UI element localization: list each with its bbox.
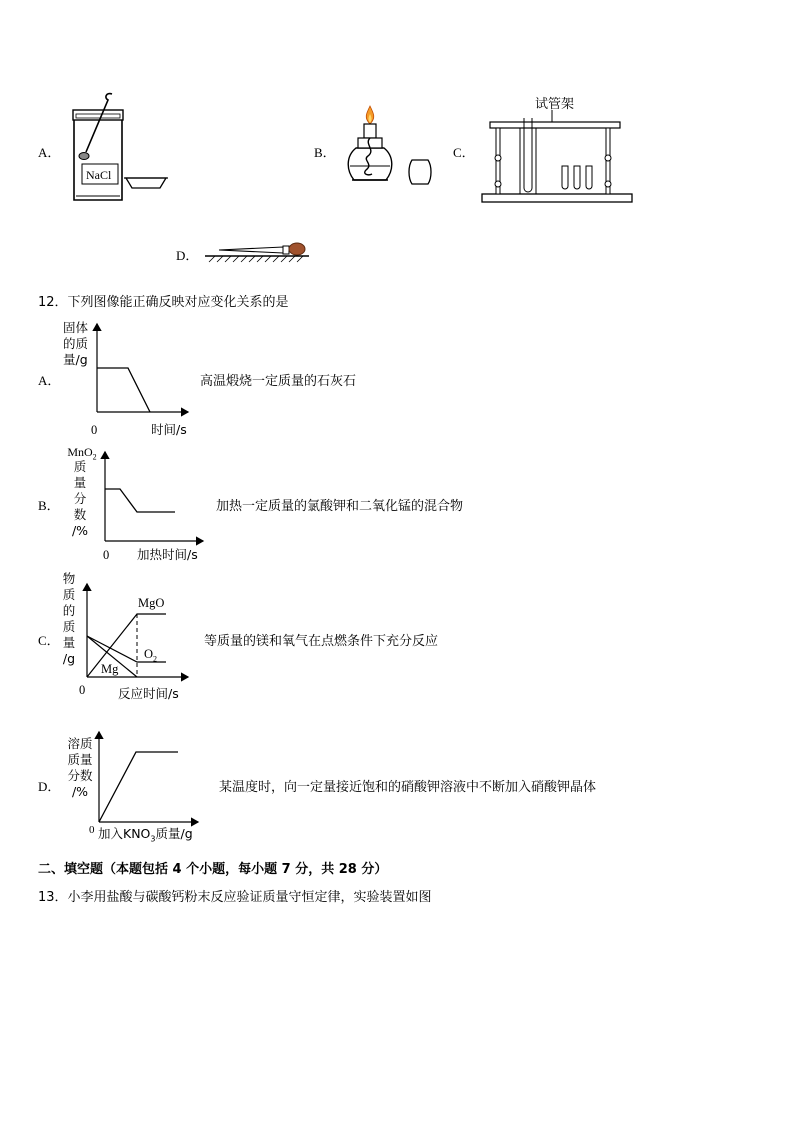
graph-d-ylabel-line: 溶质 <box>67 736 93 751</box>
graph-b-description: 加热一定质量的氯酸钾和二氧化锰的混合物 <box>216 499 464 514</box>
graph-c-description: 等质量的镁和氧气在点燃条件下充分反应 <box>204 634 439 649</box>
graph-b-ylabel-line: 质 <box>73 459 87 474</box>
salt-jar-with-spoon-illustration <box>66 92 176 204</box>
graph-c-mgo-label: MgO <box>138 596 165 610</box>
graph-b-origin: 0 <box>103 548 110 562</box>
graph-b-ylabel-line: 量 <box>73 475 87 490</box>
test-tube-rack-illustration <box>480 108 634 206</box>
q12-option-b-label: B． <box>38 498 60 513</box>
graph-d-ylabel-line: 质量 <box>67 752 93 767</box>
option-d-label: D． <box>176 248 199 263</box>
graph-b-ylabel-stack <box>66 459 94 539</box>
q12-option-d-label: D． <box>38 779 61 794</box>
question-12-stem: 12．下列图像能正确反映对应变化关系的是 <box>38 295 289 310</box>
graph-b-ylabel-mno2: MnO$_2$ <box>67 445 97 462</box>
graph-b-ylabel-line: /% <box>71 523 89 538</box>
graph-c-ylabel-line: 质 <box>62 587 76 602</box>
graph-d-xlabel: 加入$KNO_3$质量/g <box>98 826 193 844</box>
test-tube-rack-caption: 试管架 <box>535 97 575 112</box>
option-c-label: C． <box>453 145 475 160</box>
graph-c-plot <box>80 580 192 684</box>
graph-d-origin: 0 <box>89 824 95 836</box>
graph-a-origin: 0 <box>91 423 98 437</box>
q12-option-a-label: A． <box>38 373 61 388</box>
graph-c-ylabel-line: 量 <box>62 635 76 650</box>
q12-option-c-label: C． <box>38 633 60 648</box>
graph-a-ylabel-line: 量/g <box>63 352 88 367</box>
graph-a-description: 高温煅烧一定质量的石灰石 <box>200 374 357 389</box>
graph-b-ylabel-line: 数 <box>73 507 87 522</box>
graph-c-ylabel-line: 物 <box>62 571 76 586</box>
graph-c-origin: 0 <box>79 683 86 697</box>
graph-d-description: 某温度时，向一定量接近饱和的硝酸钾溶液中不断加入硝酸钾晶体 <box>219 780 597 795</box>
graph-c-o2-label: $O_2$ <box>144 647 158 664</box>
option-b-label: B． <box>314 145 336 160</box>
alcohol-lamp-illustration <box>344 104 444 190</box>
graph-d-ylabel-line: 分数 <box>67 768 93 783</box>
graph-c-ylabel <box>58 571 80 667</box>
nacl-jar-label: NaCl <box>86 168 112 182</box>
option-a-label: A． <box>38 145 61 160</box>
graph-b-plot <box>97 448 207 548</box>
graph-c-ylabel-line: 的 <box>62 603 76 618</box>
graph-c-ylabel-line: /g <box>62 651 76 666</box>
dropper-on-bench-illustration <box>205 238 311 264</box>
graph-b-ylabel-line: 分 <box>73 491 87 506</box>
graph-a-curve <box>97 368 150 412</box>
graph-c-xlabel: 反应时间/s <box>118 686 179 701</box>
section-2-heading: 二、填空题（本题包括 4 个小题，每小题 7 分，共 28 分） <box>38 862 388 877</box>
question-13-stem: 13．小李用盐酸与碳酸钙粉末反应验证质量守恒定律，实验装置如图 <box>38 890 432 905</box>
graph-d-ylabel-line: /% <box>71 784 89 799</box>
graph-a-xlabel: 时间/s <box>151 422 187 437</box>
graph-a-ylabel-line: 的质 <box>63 336 89 351</box>
graph-d-curve <box>99 752 178 822</box>
graph-b-xlabel: 加热时间/s <box>137 547 198 562</box>
graph-d-plot <box>92 728 202 828</box>
graph-a-ylabel-line: 固体 <box>63 320 89 335</box>
graph-c-mg-label: Mg <box>101 662 119 676</box>
graph-b-curve <box>105 489 175 512</box>
graph-c-ylabel-line: 质 <box>62 619 76 634</box>
graph-a-plot <box>90 320 194 420</box>
